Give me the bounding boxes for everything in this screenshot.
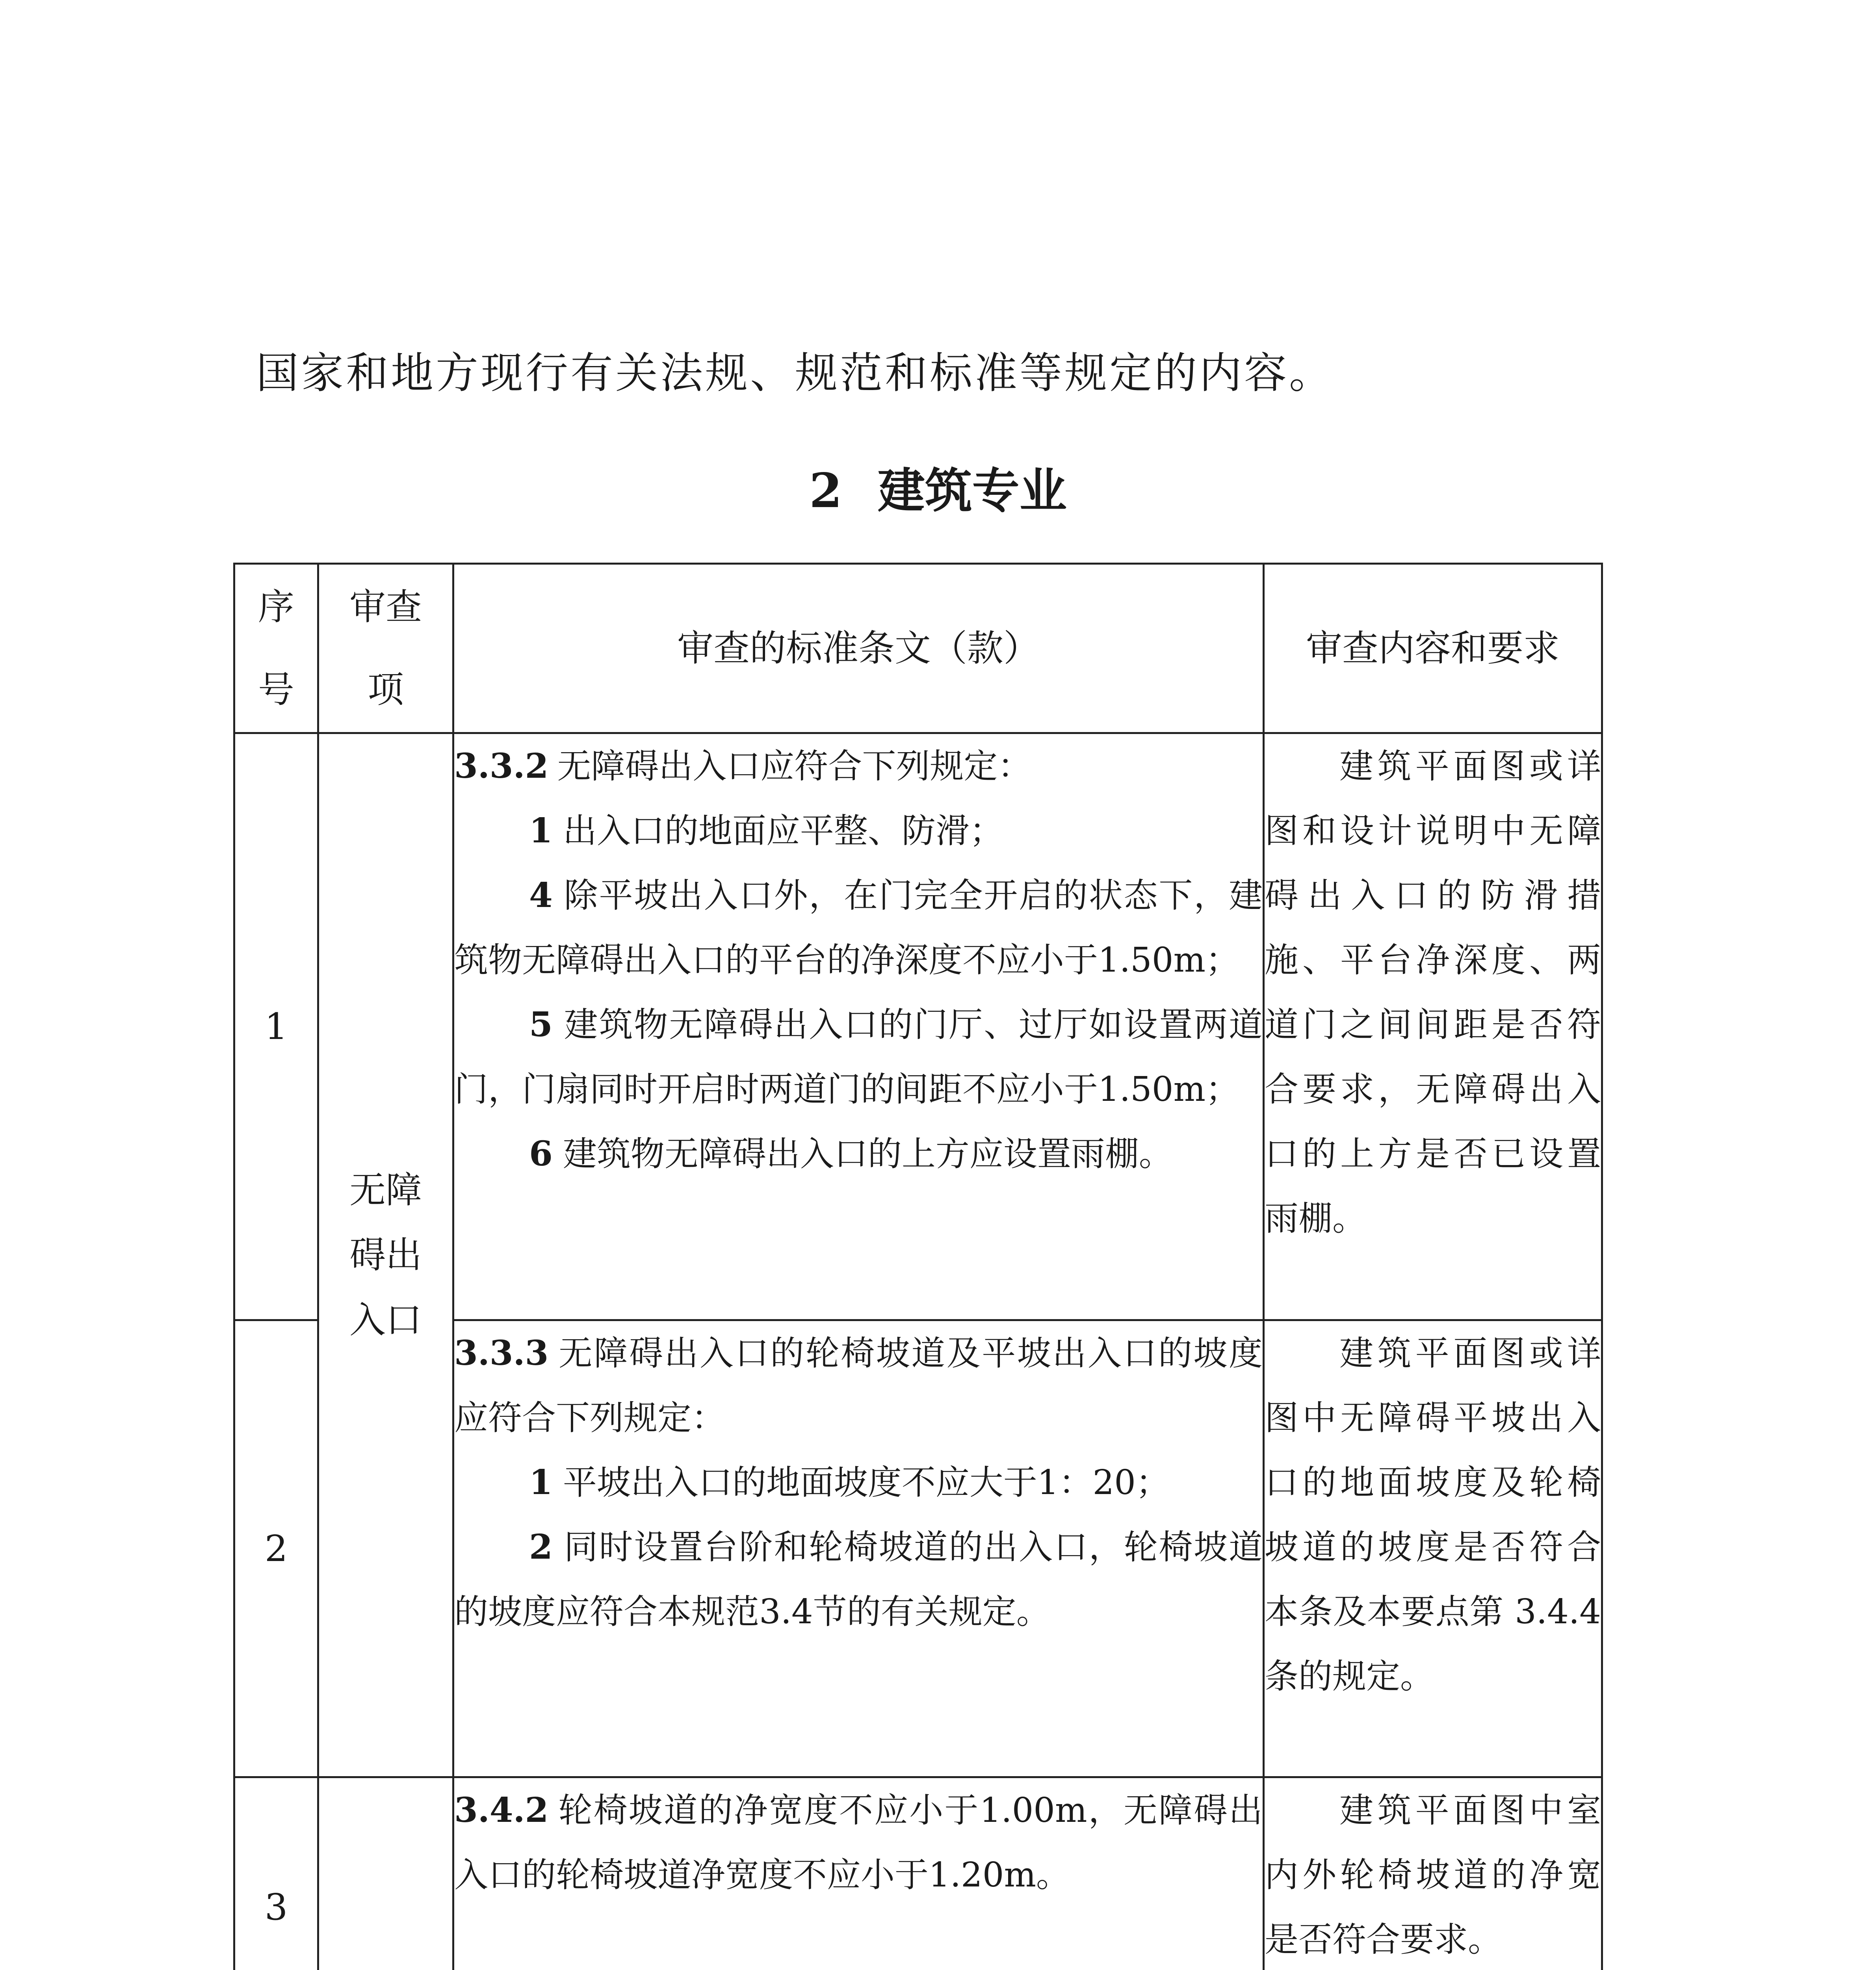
clause-code: 3.3.2	[454, 746, 549, 786]
section-heading	[0, 453, 1876, 521]
table-row	[234, 733, 1602, 1320]
intro-paragraph: 国家和地方现行有关法规、规范和标准等规定的内容。	[256, 349, 1334, 398]
review-table	[233, 563, 1603, 1970]
row-requirement: 建筑平面图中室内外轮椅坡道的净宽是否符合要求。	[1264, 1777, 1602, 1970]
row-requirement: 建筑平面图或详图和设计说明中无障碍出入口的防滑措施、平台净深度、两道门之间间距是否符合要求，无障碍出入口的上方是否已设置雨棚。	[1264, 733, 1602, 1320]
row-seq: 1	[234, 733, 318, 1320]
row-standard: 3.3.3 无障碍出入口的轮椅坡道及平坡出入口的坡度应符合下列规定： 1 平坡出入口的地面坡度不应大于1：20； 2 同时设置台阶和轮椅坡道的出入口，轮椅坡道的坡度应符合本规范3.4节的有关规定。	[453, 1320, 1264, 1777]
header-item: 审查 项	[318, 564, 453, 733]
header-requirement: 审查内容和要求	[1264, 564, 1602, 733]
clause-code: 3.3.3	[454, 1333, 549, 1373]
row-seq: 2	[234, 1320, 318, 1777]
row-seq: 3	[234, 1777, 318, 1970]
section-number: 2	[809, 463, 842, 519]
table-header-row	[234, 564, 1602, 733]
section-title: 建筑专业	[877, 463, 1067, 519]
group-wheelchair-ramp	[318, 1777, 453, 1970]
header-seq: 序 号	[234, 564, 318, 733]
header-standard: 审查的标准条文（款）	[453, 564, 1264, 733]
row-requirement: 建筑平面图或详图中无障碍平坡出入口的地面坡度及轮椅坡道的坡度是否符合本条及本要点第 3.4.4 条的规定。	[1264, 1320, 1602, 1777]
row-standard: 3.3.2 无障碍出入口应符合下列规定： 1 出入口的地面应平整、防滑； 4 除平坡出入口外，在门完全开启的状态下，建筑物无障碍出入口的平台的净深度不应小于1.50m； 5 建筑物无障碍出入口的门厅、过厅如设置两道门，门扇同时开启时两道门的间距不应小于1.50m； 6 建筑物无障碍出入口的上方应设置雨棚。	[453, 733, 1264, 1320]
group-accessible-entrance: 无障 碍出 入口	[318, 733, 453, 1777]
table-row	[234, 1777, 1602, 1970]
clause-code: 3.4.2	[454, 1790, 549, 1830]
row-standard: 3.4.2 轮椅坡道的净宽度不应小于1.00m，无障碍出入口的轮椅坡道净宽度不应小于1.20m。	[453, 1777, 1264, 1970]
